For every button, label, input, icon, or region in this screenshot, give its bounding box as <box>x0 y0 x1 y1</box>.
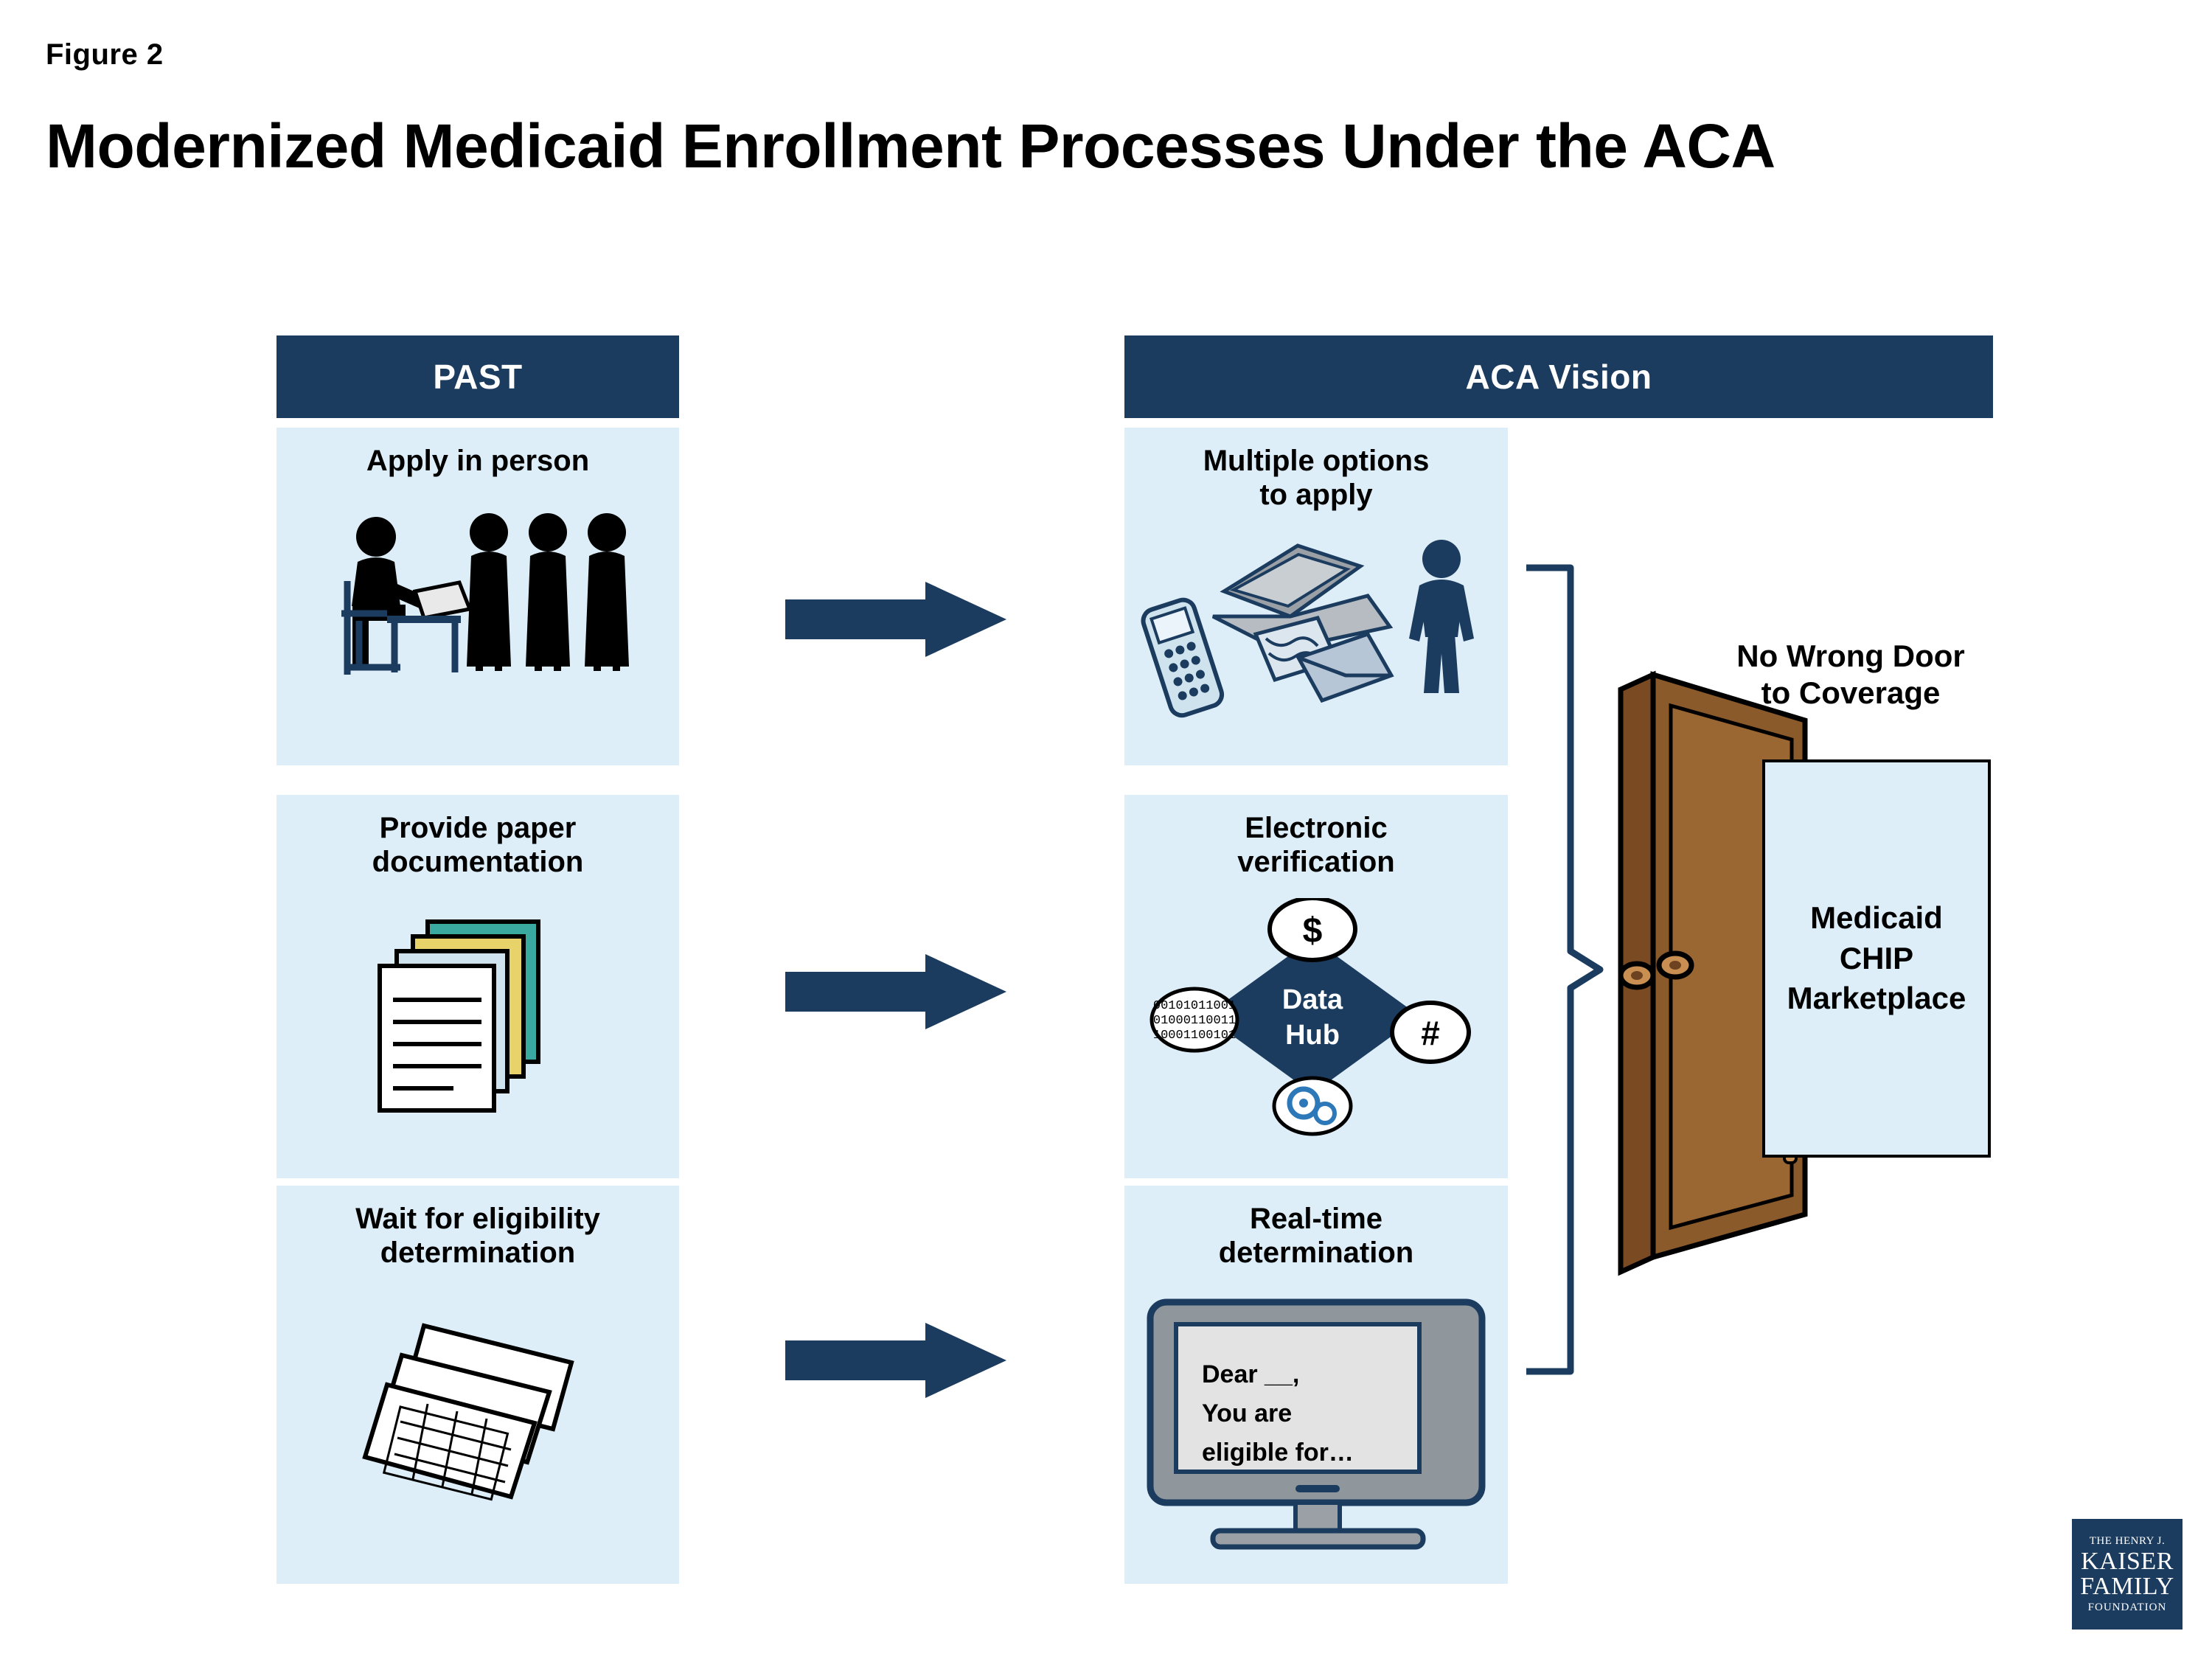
column-header-aca-vision <box>1124 335 1993 418</box>
past-step-2-label-line2: documentation <box>372 846 584 878</box>
svg-text:#: # <box>1421 1014 1440 1052</box>
laptop-phone-mail-person-icon <box>1124 524 1508 745</box>
past-step-wait-for-eligibility-determination <box>276 1186 679 1584</box>
logo-line2: KAISER <box>2081 1547 2174 1575</box>
aca-step-2-label-line1: Electronic <box>1245 812 1388 844</box>
logo-line3: FAMILY <box>2080 1572 2174 1600</box>
past-step-3-label-line2: determination <box>380 1237 576 1269</box>
aca-step-electronic-verification <box>1124 795 1508 1178</box>
coverage-option-chip: CHIP <box>1839 940 1914 975</box>
computer-monitor-icon <box>1124 1296 1508 1562</box>
monitor-screen-line1: Dear __, <box>1202 1360 1300 1388</box>
data-hub-diamond-icon <box>1124 898 1508 1164</box>
scattered-forms-icon <box>276 1296 679 1547</box>
logo-line1: THE HENRY J. <box>2089 1534 2166 1547</box>
dollar-badge-icon <box>1270 898 1355 960</box>
aca-step-3-label-line2: determination <box>1218 1237 1414 1269</box>
past-step-2-label-line1: Provide paper <box>379 812 577 844</box>
coverage-option-marketplace: Marketplace <box>1787 981 1966 1016</box>
past-step-1-label: Apply in person <box>366 445 590 477</box>
svg-text:01000110011: 01000110011 <box>1152 1014 1237 1028</box>
aca-step-multiple-options-to-apply <box>1124 428 1508 765</box>
past-step-provide-paper-documentation <box>276 795 679 1178</box>
coverage-options-box <box>1762 759 1991 1158</box>
hash-badge-icon <box>1392 1003 1469 1062</box>
aca-step-2-label-line2: verification <box>1237 846 1395 878</box>
logo-line4: FOUNDATION <box>2087 1601 2167 1613</box>
monitor-screen-line3: eligible for… <box>1202 1439 1354 1467</box>
column-header-past-label: PAST <box>433 358 523 396</box>
svg-text:10001100101: 10001100101 <box>1152 1029 1237 1043</box>
binary-code-icon <box>1152 989 1237 1051</box>
gears-icon <box>1274 1078 1351 1134</box>
page-title: Modernized Medicaid Enrollment Processes Under the ACA <box>46 111 1775 181</box>
no-wrong-door-title-line2: to Coverage <box>1761 675 1941 711</box>
coverage-option-medicaid: Medicaid <box>1810 900 1943 936</box>
person-at-desk-with-line-icon <box>276 501 679 723</box>
past-step-apply-in-person <box>276 428 679 765</box>
svg-text:00101011001: 00101011001 <box>1152 999 1237 1013</box>
arrow-past-to-aca-1 <box>785 579 1006 660</box>
data-hub-label-line1: Data <box>1281 984 1343 1015</box>
arrow-past-to-aca-2 <box>785 951 1006 1032</box>
column-header-aca-vision-label: ACA Vision <box>1465 358 1652 396</box>
aca-step-real-time-determination <box>1124 1186 1508 1584</box>
aca-step-1-label-line2: to apply <box>1259 479 1373 511</box>
arrow-past-to-aca-3 <box>785 1320 1006 1401</box>
monitor-screen-line2: You are <box>1202 1399 1293 1427</box>
figure-label: Figure 2 <box>46 38 164 71</box>
stacked-papers-icon <box>276 905 679 1149</box>
column-header-past <box>276 335 679 418</box>
aca-step-3-label-line1: Real-time <box>1249 1203 1383 1235</box>
data-hub-label-line2: Hub <box>1285 1020 1340 1051</box>
past-step-3-label-line1: Wait for eligibility <box>355 1203 600 1235</box>
no-wrong-door-title-line1: No Wrong Door <box>1736 639 1965 673</box>
svg-text:$: $ <box>1302 911 1323 950</box>
aca-step-1-label-line1: Multiple options <box>1203 445 1430 477</box>
kaiser-family-foundation-logo <box>2072 1519 2183 1630</box>
